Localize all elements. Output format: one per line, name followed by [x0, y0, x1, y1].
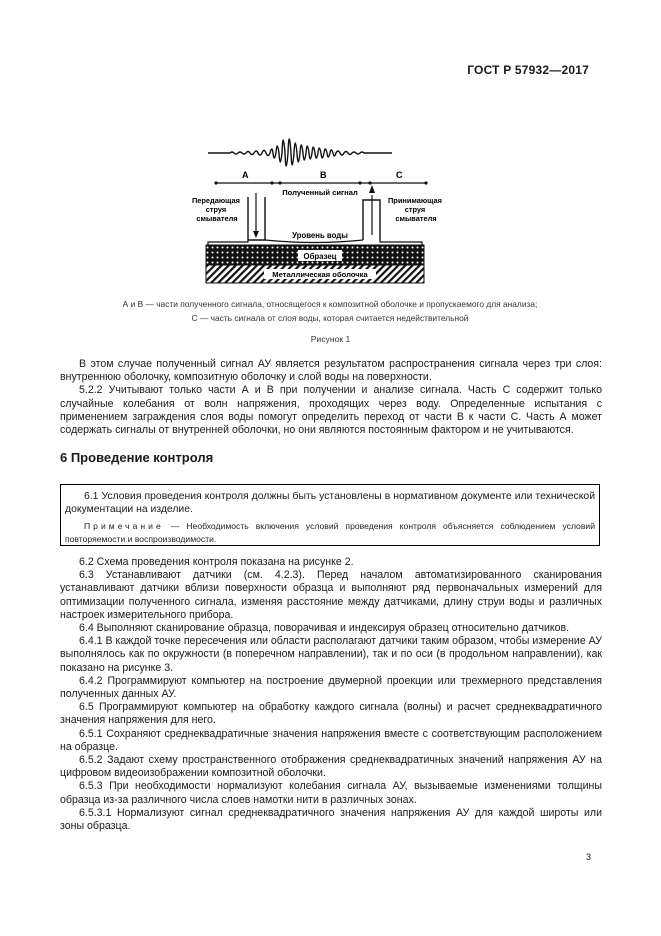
paragraph-6-5-3-1: 6.5.3.1 Нормализуют сигнал среднеквадратичного значения напряжения АУ для каждой широты или зоны образца. [60, 806, 602, 833]
requirement-box [60, 484, 600, 546]
signal-waveform [208, 139, 392, 166]
segment-a-label: A [242, 170, 249, 180]
paragraph-6-5: 6.5 Программируют компьютер на обработку каждого сигнала (волны) и расчет среднеквадратичного значения напряжения для него. [60, 701, 602, 727]
receiving-jet-label: Принимающая струя смывателя [388, 196, 442, 223]
received-signal-label: Полученный сигнал [282, 188, 358, 197]
water-level-label: Уровень воды [292, 231, 348, 240]
paragraph-5-2-2: 5.2.2 Учитывают только части А и В при получении и анализе сигнала. Часть С содержит только случайные колебания от волн напряжения, проходящих через воду. Определенные испытания с применением заграждения слоя воды помогут определить переход от части В к части С. Часть А может содержать сигналы от внутренней оболочки, но они являются постоянным фактором и не учитываются. [60, 384, 602, 437]
section-5-text [60, 358, 602, 437]
note-text: — Необходимость включения условий проведения контроля объясняется соблюдением условий повторяемости и воспроизводимости. [65, 521, 595, 545]
page-number: 3 [585, 852, 591, 862]
figure-1 [160, 85, 500, 310]
sample-label: Образец [303, 252, 337, 261]
figure-legend-line-1: А и В — части полученного сигнала, относящегося к композитной оболочке и пропускаемого для анализа; [122, 299, 538, 309]
paragraph-6-4: 6.4 Выполняют сканирование образца, поворачивая и индексируя образец относительно датчиков. [79, 622, 570, 635]
figure-caption: Рисунок 1 [310, 334, 351, 344]
paragraph-6-5-2: 6.5.2 Задают схему пространственного отображения среднеквадратичных значений напряжения АУ на цифровом видеоизображении композитной оболочки. [60, 754, 602, 780]
segment-c-label: C [396, 170, 403, 180]
paragraph: В этом случае полученный сигнал АУ является результатом распространения сигнала через три слоя: внутреннюю оболочку, композитную оболочку и слой воды на поверхности. [60, 358, 602, 384]
figure-legend-line-2: С — часть сигнала от слоя воды, которая считается недействительной [191, 313, 469, 323]
document-header: ГОСТ Р 57932—2017 [467, 63, 589, 77]
paragraph-6-4-2: 6.4.2 Программируют компьютер на построение двумерной проекции или трехмерного представления полученных данных АУ. [60, 674, 602, 701]
signal-diagram [160, 85, 500, 310]
paragraph-6-5-1: 6.5.1 Сохраняют среднеквадратичные значения напряжения вместе с соответствующим расположением на образце. [60, 727, 602, 753]
paragraph-6-4-1: 6.4.1 В каждой точке пересечения или области располагают датчики таким образом, чтобы измерение АУ выполнялось как по окружности (в поперечном направлении), так и по оси (в продольном направлении), как показано на рисунке 3. [60, 635, 602, 674]
section-heading: 6 Проведение контроля [60, 450, 214, 465]
note-label: Примечание [84, 521, 164, 532]
section-6-text [60, 556, 602, 833]
paragraph-6-5-3: 6.5.3 При необходимости нормализуют колебания сигнала АУ, вызываемые изменениями толщины образца из-за различного числа слоев намотки нити в различных зонах. [60, 780, 602, 806]
segment-b-label: B [320, 170, 327, 180]
paragraph-6-3: 6.3 Устанавливают датчики (см. 4.2.3). Перед началом автоматизированного сканирования устанавливают датчики вблизи поверхности образца и выполняют ряд первоначальных измерений для оптимизации полученного сигнала, изменяя расстояние между датчиками, длину струи воды и различных настроек измерительного прибора. [60, 569, 602, 621]
note [65, 520, 595, 546]
metal-shell-label: Металлическая оболочка [272, 270, 368, 279]
paragraph-6-1: 6.1 Условия проведения контроля должны быть установлены в нормативном документе или технической документации на изделие. [65, 491, 595, 516]
transmitting-jet-label: Передающая струя смывателя [192, 196, 240, 223]
paragraph-6-2: 6.2 Схема проведения контроля показана на рисунке 2. [79, 556, 354, 568]
